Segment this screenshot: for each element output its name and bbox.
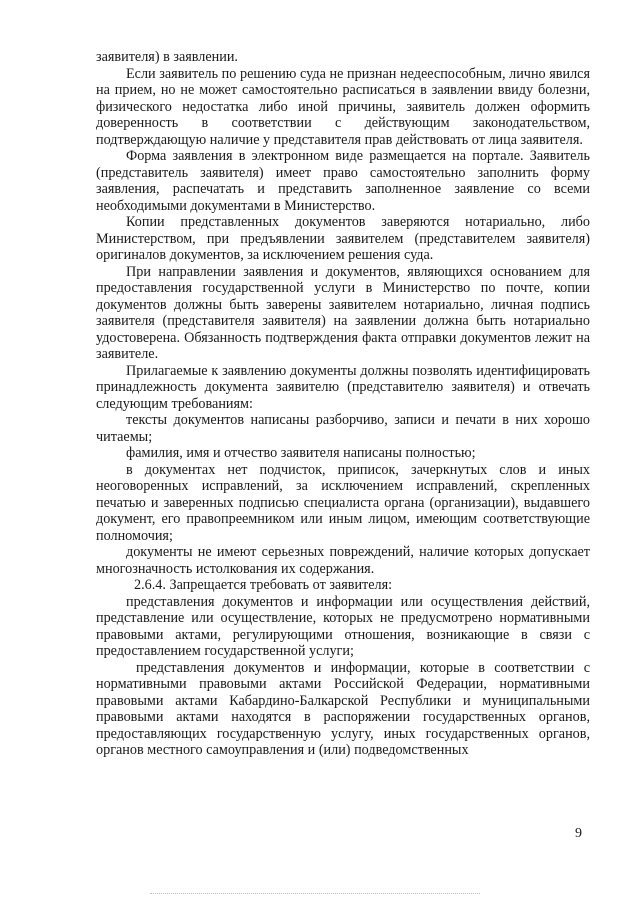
paragraph-prohibition-available-documents: представления документов и информации, которые в соответствии с нормативными правовыми актами Российской Федерации, нормативными правовыми актами Кабардино-Балкарской Республики и муниципальными правовыми актами находятся в распоряжении государственных органов, предоставляющих государственную услугу, иных государственных органов, органов местного самоуправления и (или) подведомственных <box>96 659 590 758</box>
section-heading-2-6-4: 2.6.4. Запрещается требовать от заявителя: <box>134 577 393 593</box>
paragraph-prohibition-extra-documents: представления документов и информации или осуществления действий, представление или осуществление, которых не предусмотрено нормативными правовыми актами, регулирующими отношения, возникающие в связи с предоставлением государственной услуги; <box>96 593 590 659</box>
paragraph-requirement-legible: тексты документов написаны разборчиво, записи и печати в них хорошо читаемы; <box>96 412 590 445</box>
paragraph-document-requirements: Прилагаемые к заявлению документы должны позволять идентифицировать принадлежность документа заявителю (представителю заявителя) и отвечать следующим требованиям: <box>96 362 590 412</box>
paragraph-electronic-form: Форма заявления в электронном виде размещается на портале. Заявитель (представитель заявителя) имеет право самостоятельно заполнить форму заявления, распечатать и представить заполненное заявление со всеми необходимыми документами в Министерство. <box>96 148 590 214</box>
page-number: 9 <box>575 826 582 841</box>
paragraph-mail-submission: При направлении заявления и документов, являющихся основанием для предоставления государственной услуги в Министерство по почте, копии документов должны быть заверены заявителем нотариально, личная подпись заявителя (представителя заявителя) на заявлении должна быть нотариально удостоверена. Обязанность подтверждения факта отправки документов лежит на заявителе. <box>96 263 590 362</box>
paragraph-notarized-copies: Копии представленных документов заверяются нотариально, либо Министерством, при предъявлении заявителем (представителем заявителя) оригиналов документов, за исключением решения суда. <box>96 214 590 263</box>
paragraph-requirement-no-corrections: в документах нет подчисток, приписок, зачеркнутых слов и иных неоговоренных исправлений, за исключением исправлений, скрепленных печатью и заверенных подписью специалиста органа (организации), выдавшего документ, его правопреемником или иным лицом, имеющим соответствующие полномочия; <box>96 461 590 544</box>
scan-edge-divider <box>150 893 480 895</box>
document-body <box>96 49 590 759</box>
paragraph-requirement-no-damage: документы не имеют серьезных повреждений, наличие которых допускает многозначность истолкования их содержания. <box>96 544 590 577</box>
paragraph-requirement-full-name: фамилия, имя и отчество заявителя написаны полностью; <box>126 445 476 461</box>
paragraph-continuation: заявителя) в заявлении. <box>96 49 238 65</box>
paragraph-incapacity-proxy: Если заявитель по решению суда не признан недееспособным, лично явился на прием, но не может самостоятельно расписаться в заявлении ввиду болезни, физического недостатка либо иной причины, заявитель должен оформить доверенность в соответствии с действующим законодательством, подтверждающую наличие у представителя прав действовать от лица заявителя. <box>96 65 590 148</box>
